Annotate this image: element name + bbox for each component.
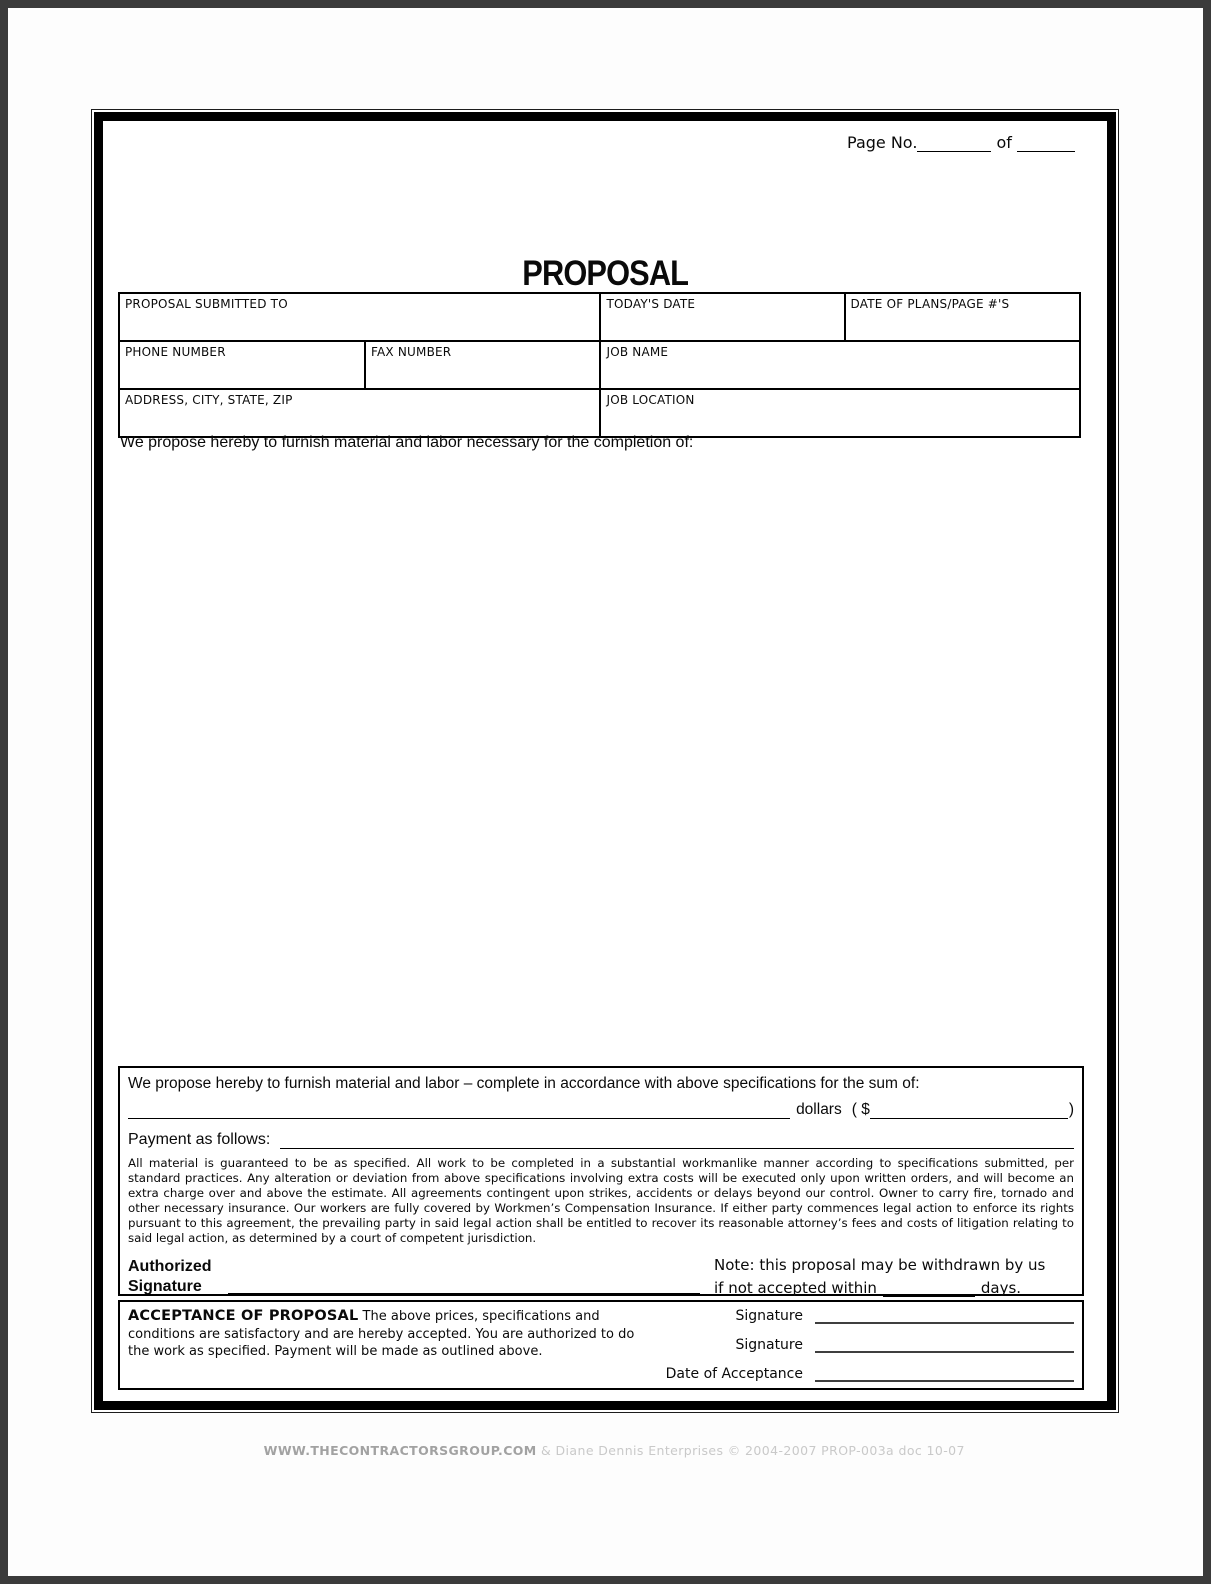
payment-row — [128, 1131, 1074, 1149]
amount-words-blank[interactable] — [128, 1102, 790, 1119]
acceptance-body: The above prices, specifications and conditions are satisfactory and are hereby accepted. You are authorized to do the work as specified. Payment will be made as outlined above. — [128, 1309, 635, 1359]
dollars-row — [128, 1101, 1074, 1119]
signature-row-1 — [653, 1308, 1074, 1324]
proposal-info-table — [118, 292, 1081, 438]
of-label: of — [991, 133, 1017, 152]
table-row — [119, 389, 1080, 437]
terms-fine-print: All material is guaranteed to be as specified. All work to be completed in a substantial workmanlike manner according to specifications submitted, per standard practices. Any alteration or deviation from above specifications involving extra costs will be executed only upon written orders, and will become an extra charge over and above the estimate. All agreements contingent upon strikes, accidents or delays beyond our control. Owner to carry fire, tornado and other necessary insurance. Our workers are fully covered by Workmen’s Compensation Insurance. If either party commences legal action to enforce its rights pursuant to this agreement, the prevailing party in said legal action shall be entitled to recover its reasonable attorney’s fees and costs of litigation relating to said legal action, as determined by a court of competent jurisdiction. — [128, 1156, 1074, 1245]
date-of-acceptance-row — [653, 1366, 1074, 1382]
signature2-line[interactable] — [815, 1337, 1074, 1353]
propose-intro-text: We propose hereby to furnish material and labor necessary for the completion of: — [120, 434, 694, 451]
sum-section-box — [118, 1066, 1084, 1296]
footer-copyright: & Diane Dennis Enterprises © 2004-2007 PROP-003a doc 10-07 — [536, 1443, 965, 1458]
footer-website: WWW.THECONTRACTORSGROUP.COM — [263, 1443, 537, 1458]
note-line2 — [714, 1279, 1074, 1297]
payment-terms-blank[interactable] — [280, 1132, 1074, 1149]
signature-word: Signature — [128, 1278, 202, 1295]
acceptance-box — [118, 1300, 1084, 1390]
note-line2-suffix: days. — [980, 1279, 1022, 1297]
page-number-blank[interactable] — [917, 133, 991, 152]
page-number-row — [847, 133, 1075, 152]
address-cell[interactable] — [119, 389, 600, 437]
page-title: PROPOSAL — [522, 254, 688, 293]
job-name-cell[interactable] — [600, 341, 1080, 389]
date-of-plans-label: DATE OF PLANS/PAGE #'S — [850, 297, 1010, 311]
authorized-word: Authorized — [128, 1258, 212, 1275]
job-location-cell[interactable] — [600, 389, 1080, 437]
withdrawal-note — [714, 1256, 1074, 1297]
job-location-label: JOB LOCATION — [606, 393, 695, 407]
date-of-acceptance-line[interactable] — [815, 1366, 1074, 1382]
submitted-to-label: PROPOSAL SUBMITTED TO — [125, 297, 288, 311]
page-no-label: Page No. — [847, 133, 918, 152]
form-frame — [91, 109, 1119, 1413]
date-of-plans-cell[interactable] — [845, 293, 1080, 341]
table-row — [119, 293, 1080, 341]
title-row — [103, 254, 1107, 294]
open-paren-label: ( $ — [851, 1101, 870, 1118]
date-of-acceptance-label: Date of Acceptance — [665, 1366, 803, 1382]
fax-number-label: FAX NUMBER — [371, 345, 452, 359]
page-total-blank[interactable] — [1017, 133, 1075, 152]
todays-date-label: TODAY'S DATE — [606, 297, 696, 311]
acceptance-signatures — [653, 1308, 1074, 1384]
submitted-to-cell[interactable] — [119, 293, 600, 341]
phone-number-label: PHONE NUMBER — [125, 345, 226, 359]
close-paren-label: ) — [1068, 1101, 1074, 1118]
footer-credits — [8, 1428, 1203, 1473]
signature2-label: Signature — [735, 1337, 803, 1353]
amount-numeric-blank[interactable] — [870, 1102, 1068, 1119]
authorized-signature-label — [128, 1257, 212, 1297]
dollars-label: dollars — [796, 1101, 842, 1118]
acceptance-heading: ACCEPTANCE OF PROPOSAL — [128, 1308, 359, 1324]
job-name-label: JOB NAME — [606, 345, 669, 359]
authorized-signature-line[interactable] — [228, 1275, 700, 1295]
payment-label: Payment as follows: — [128, 1131, 271, 1148]
days-blank[interactable] — [883, 1280, 975, 1297]
note-line2-prefix: if not accepted within — [714, 1279, 877, 1297]
table-row — [119, 341, 1080, 389]
signature1-line[interactable] — [815, 1308, 1074, 1324]
todays-date-cell[interactable] — [600, 293, 844, 341]
address-label: ADDRESS, CITY, STATE, ZIP — [125, 393, 293, 407]
acceptance-text — [128, 1308, 653, 1384]
sum-intro-text: We propose hereby to furnish material and labor – complete in accordance with above specifications for the sum of: — [128, 1075, 920, 1092]
work-description-area[interactable] — [120, 466, 1078, 1058]
form-frame-inner — [94, 112, 1116, 1410]
phone-number-cell[interactable] — [119, 341, 365, 389]
note-line1: Note: this proposal may be withdrawn by us — [714, 1256, 1046, 1274]
signature-row-2 — [653, 1337, 1074, 1353]
fax-number-cell[interactable] — [365, 341, 600, 389]
signature1-label: Signature — [735, 1308, 803, 1324]
authorized-signature-row — [128, 1256, 1074, 1297]
